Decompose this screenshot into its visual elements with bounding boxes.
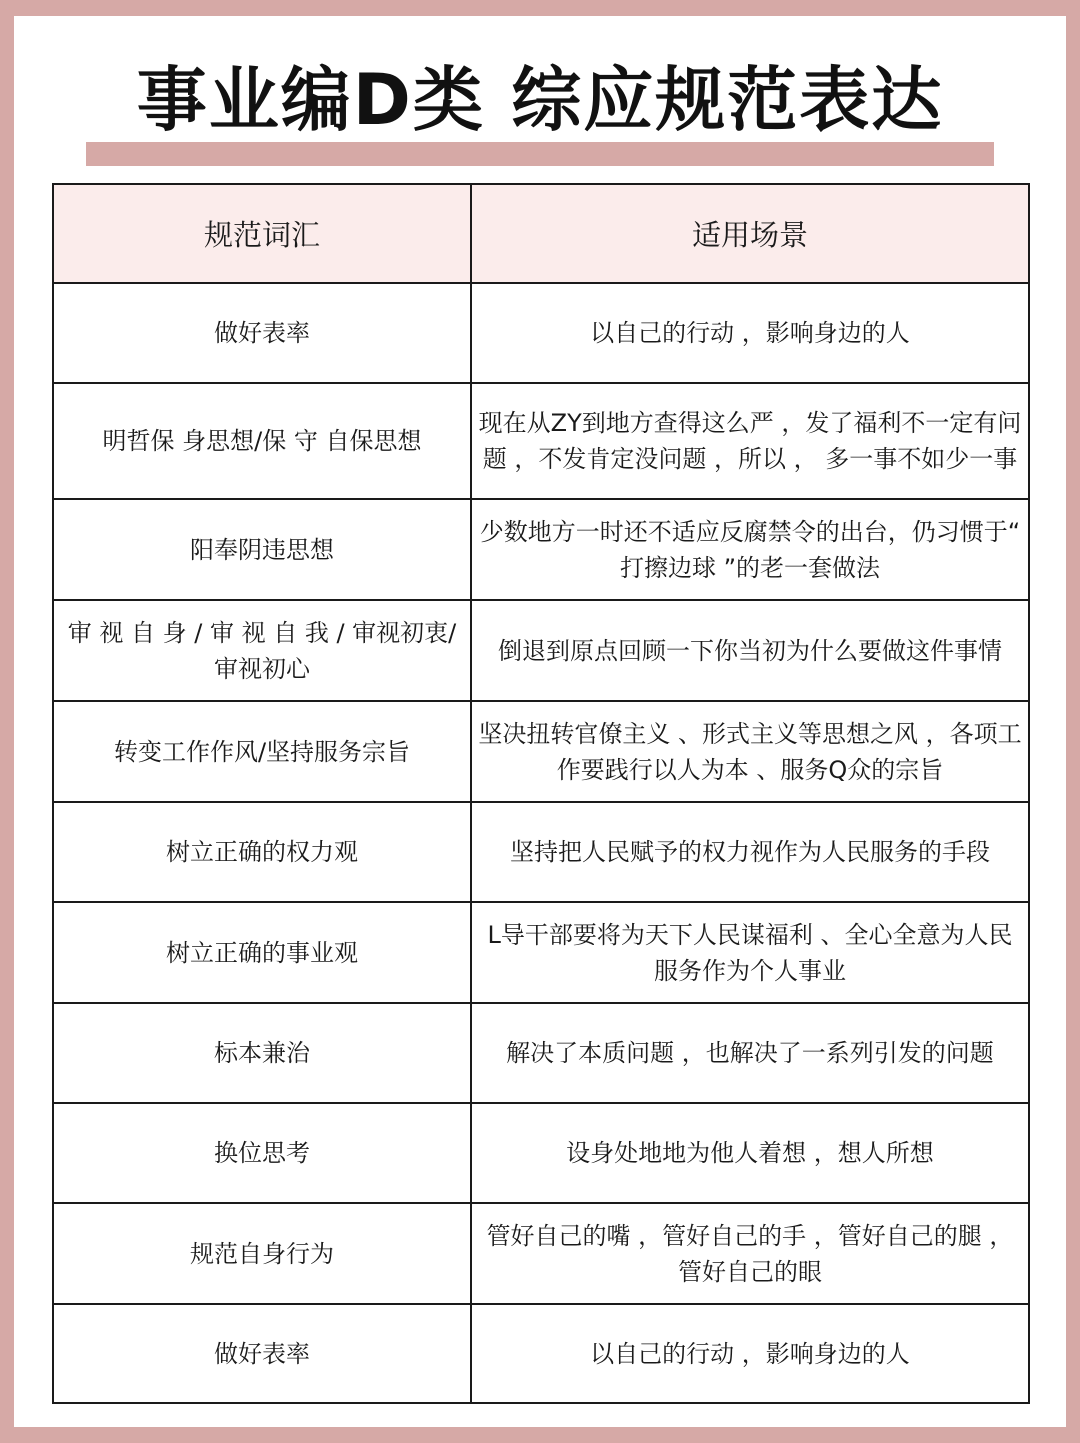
term-cell: 标本兼治 (53, 1003, 471, 1103)
table-row (53, 600, 1029, 701)
title-underline-bar (86, 142, 994, 166)
term-cell: 阳奉阴违思想 (53, 499, 471, 600)
table-row (53, 802, 1029, 902)
table-row (53, 1304, 1029, 1403)
scene-cell: 现在从ZY到地方查得这么严 ，发了福利不一定有问题 ，不发肯定没问题 ，所以 ， 多一事不如少一事 (471, 383, 1029, 499)
term-cell: 转变工作作风/坚持服务宗旨 (53, 701, 471, 802)
table-row (53, 902, 1029, 1003)
term-cell: 树立正确的权力观 (53, 802, 471, 902)
scene-cell: 设身处地地为他人着想 ，想人所想 (471, 1103, 1029, 1203)
scene-cell: 坚决扭转官僚主义 、形式主义等思想之风 ，各项工作要践行以人为本 、服务Q众的宗旨 (471, 701, 1029, 802)
scene-cell: 坚持把人民赋予的权力视作为人民服务的手段 (471, 802, 1029, 902)
expression-table (52, 183, 1030, 1404)
term-cell: 做好表率 (53, 283, 471, 383)
table-row (53, 499, 1029, 600)
scene-cell: 少数地方一时还不适应反腐禁令的出台，仍习惯于“ 打擦边球 ”的老一套做法 (471, 499, 1029, 600)
term-cell: 做好表率 (53, 1304, 471, 1403)
term-cell: 树立正确的事业观 (53, 902, 471, 1003)
table-row (53, 701, 1029, 802)
table-row (53, 383, 1029, 499)
table-row (53, 283, 1029, 383)
scene-cell: 倒退到原点回顾一下你当初为什么要做这件事情 (471, 600, 1029, 701)
header-term: 规范词汇 (53, 184, 471, 283)
term-cell: 规范自身行为 (53, 1203, 471, 1304)
table-row (53, 1003, 1029, 1103)
scene-cell: 以自己的行动 ，影响身边的人 (471, 1304, 1029, 1403)
term-cell: 换位思考 (53, 1103, 471, 1203)
header-scene: 适用场景 (471, 184, 1029, 283)
scene-cell: 管好自己的嘴 ，管好自己的手 ，管好自己的腿 ，管好自己的眼 (471, 1203, 1029, 1304)
scene-cell: L导干部要将为天下人民谋福利 、全心全意为人民服务作为个人事业 (471, 902, 1029, 1003)
table-row (53, 1103, 1029, 1203)
scene-cell: 解决了本质问题 ，也解决了一系列引发的问题 (471, 1003, 1029, 1103)
page-title: 事业编D类 综应规范表达 (136, 59, 944, 141)
table-header-row (53, 184, 1029, 283)
term-cell: 明哲保 身思想/保 守 自保思想 (53, 383, 471, 499)
scene-cell: 以自己的行动 ，影响身边的人 (471, 283, 1029, 383)
term-cell: 审 视 自 身 / 审 视 自 我 / 审视初衷/审视初心 (53, 600, 471, 701)
table-row (53, 1203, 1029, 1304)
